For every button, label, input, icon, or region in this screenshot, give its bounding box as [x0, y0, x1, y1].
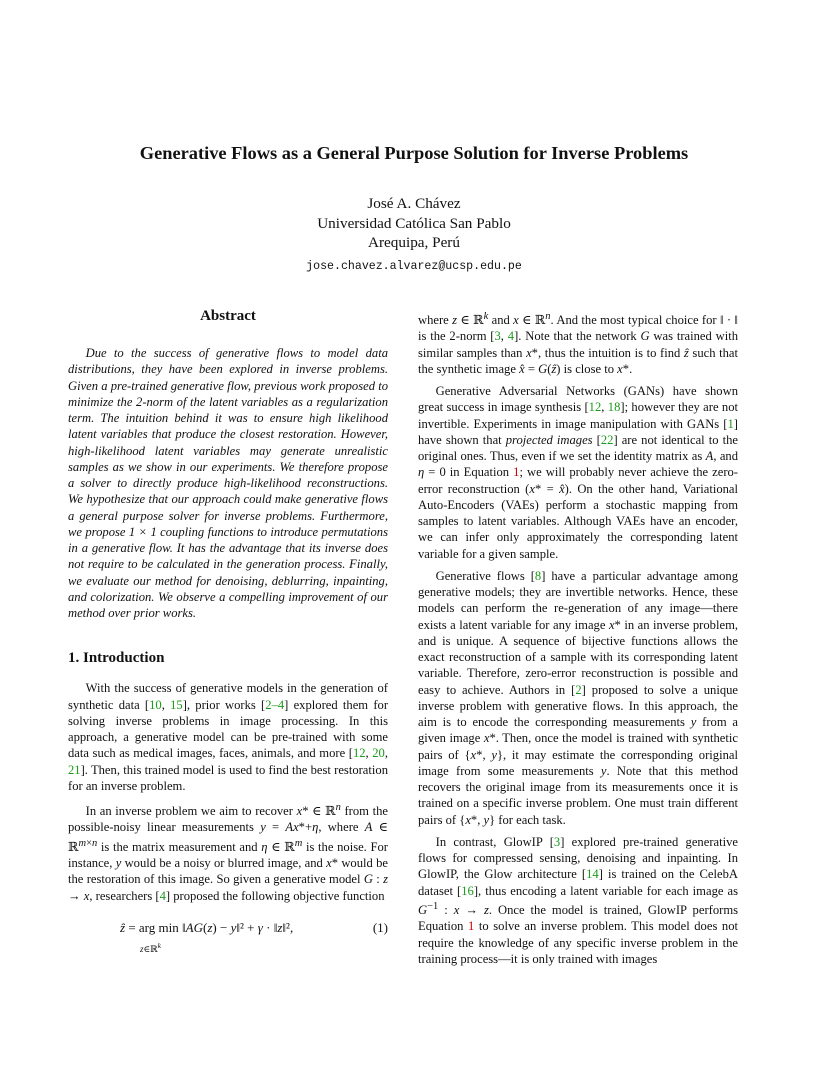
right-paragraph-1: where z ∈ ℝ$^k$ and x ∈ ℝ$^n$. And the most typical choice for ‖ · ‖ is the 2-norm [3, 4]. Note that the network G was trained with similar samples than x*, thus the intuition is to find ẑ such that the synthetic image x̂ = G(ẑ) is close to x*.: [418, 311, 738, 376]
equation-body: ẑ = arg min ‖AG(z) − y‖² + γ · ‖z‖²,: [120, 919, 294, 935]
author-email: jose.chavez.alvarez@ucsp.edu.pe: [306, 259, 522, 273]
citation-link[interactable]: 1: [727, 416, 734, 431]
citation-link[interactable]: 18: [607, 400, 621, 415]
citation-link[interactable]: 2–4: [265, 697, 285, 712]
equation-1: [68, 916, 388, 956]
author-block: [0, 194, 828, 276]
citation-link[interactable]: 10: [149, 697, 162, 712]
citation-link[interactable]: 3: [553, 834, 561, 849]
right-paragraph-3: Generative flows [8] have a particular advantage among generative models; they are invertible networks. Hence, these models can perform the re-generation of any image—there exists a latent variable for any image x* in an inverse problem, and is unique. A sequence of bijective functions allows the exact reconstruction of a sample with its corresponding latent variable. Therefore, zero-error reconstruction is possible and easy to achieve. Authors in [2] proposed to solve a unique inverse problem with generative flows. In this approach, the aim is to encode the corresponding measurements y from a given image x*. Then, once the model is trained with synthetic pairs of {x*, y}, it may estimate the corresponding original image from some measurements y. Note that this method recovers the original image from its measurements once it is trained on a specific inverse problem. One must train different pairs of {x*, y} for each task.: [418, 568, 739, 827]
citation-link[interactable]: 22: [600, 432, 614, 447]
citation-link[interactable]: 14: [586, 867, 599, 882]
citation-link[interactable]: 20: [372, 746, 385, 761]
author-location: Arequipa, Perú: [368, 234, 460, 252]
citation-link[interactable]: 21: [68, 762, 81, 777]
citation-link[interactable]: 2: [575, 682, 582, 697]
citation-link[interactable]: 12: [588, 400, 602, 415]
intro-paragraph-2: In an inverse problem we aim to recover x* ∈ ℝ$^n$ from the possible-noisy linear measurements y = Ax*+η, where A ∈ ℝ$^{m\times n}$ is the matrix measurement and η ∈ ℝ$^m$ is the noise. For instance, y would be a noisy or blurred image, and x* would be the restoration of this image. So given a generative model G : z → x, researchers [4] proposed the following objective function: [68, 802, 389, 903]
citation-link[interactable]: 12: [352, 746, 366, 761]
abstract-text: Due to the success of generative flows to model data distributions, they have been explored in inverse problems. Given a pre-trained generative flow, previous work proposed to minimize the 2-norm of the latent variables as a regularization term. The intuition behind it was to ensure high likelihood latent variables that produce the closest restoration. However, high-likelihood latent variables may generate unrealistic samples as we show in our experiments. We therefore propose a solver to directly produce high-likelihood reconstructions. We hypothesize that our approach could make generative flows a general purpose solver for inverse problems. Furthermore, we propose 1 × 1 coupling functions to introduce permutations in a generative flow. It has the advantage that its inverse does not require to be calculated in the generation process. Finally, we evaluate our method for denoising, deblurring, inpainting, and colorization. We observe a compelling improvement of our method over prior works.: [68, 346, 388, 620]
equation-subscript: z∈ℝ$^k$: [140, 940, 162, 954]
author-name: José A. Chávez: [367, 195, 461, 212]
right-paragraph-2: Generative Adversarial Networks (GANs) have shown great success in image synthesis [12, 18]; however they are not invertible. Experiments in image manipulation with GANs [1] have shown that projected images [22] are not identical to the original ones. Thus, even if we set the identity matrix as A, and η = 0 in Equation 1; we will probably never achieve the zero-error reconstruction (x* = x̂). On the other hand, Variational Auto-Encoders (VAEs) perform a stochastic mapping from samples to latent variables. Although VAEs have an encoder, we can infer only approximately the corresponding latent variable for a given sample.: [418, 384, 739, 561]
citation-link[interactable]: 4: [159, 888, 166, 903]
left-column: [68, 306, 388, 964]
equation-link[interactable]: 1: [468, 919, 475, 934]
introduction-heading: 1. Introduction: [68, 650, 165, 667]
equation-number: (1): [372, 919, 388, 935]
equation-link[interactable]: 1: [513, 465, 520, 480]
paper-title: Generative Flows as a General Purpose Solution for Inverse Problems: [139, 143, 689, 163]
citation-link[interactable]: 4: [507, 329, 515, 344]
intro-paragraph-1: With the success of generative models in the generation of synthetic data [10, 15], prior works [2–4] explored them for solving inverse problems in image processing. In this approach, a generative model can be pre-trained with some data such as medical images, faces, animals, and more [12, 20, 21]. Then, this trained model is used to find the best restoration for an inverse problem.: [68, 681, 389, 793]
right-paragraph-4: In contrast, GlowIP [3] explored pre-trained generative flows for compressed sensing, denoising and inpainting. In GlowIP, the Glow architecture [14] is trained on the CelebA dataset [16], thus encoding a latent variable for each image as $G^{-1}$ : x → z. Once the model is trained, GlowIP performs Equation 1 to solve an inverse problem. This model does not require the knowledge of any specific inverse problem in the training process—it is only trained with images: [418, 834, 739, 966]
abstract-heading: Abstract: [200, 308, 256, 324]
right-column: [418, 309, 738, 973]
citation-link[interactable]: 3: [494, 329, 501, 344]
citation-link[interactable]: 16: [461, 883, 474, 898]
citation-link[interactable]: 15: [170, 697, 183, 712]
citation-link[interactable]: 8: [534, 568, 542, 583]
author-affiliation: Universidad Católica San Pablo: [317, 214, 511, 232]
